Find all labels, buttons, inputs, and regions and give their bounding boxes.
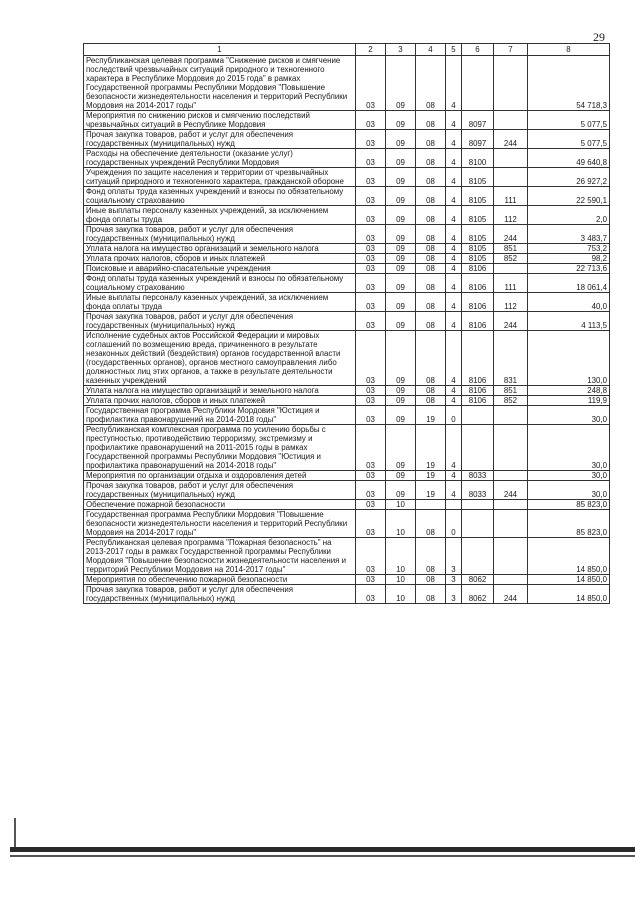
row-amount-cell: 14 850,0	[528, 585, 610, 604]
row-code-cell-c3: 09	[386, 312, 416, 331]
budget-table	[83, 43, 610, 604]
bottom-rule-thin	[10, 855, 635, 857]
row-code-cell-c5: 4	[446, 244, 462, 254]
table-row	[84, 331, 610, 386]
row-code-cell-c2: 03	[356, 168, 386, 187]
row-code-cell-c5: 4	[446, 130, 462, 149]
row-code-cell-c6	[462, 500, 494, 510]
row-amount-cell: 5 077,5	[528, 111, 610, 130]
row-name-cell: Обеспечение пожарной безопасности	[84, 500, 356, 510]
row-code-cell-c3: 10	[386, 585, 416, 604]
row-code-cell-c2: 03	[356, 500, 386, 510]
row-code-cell-c4: 08	[416, 187, 446, 206]
table-row	[84, 56, 610, 111]
row-amount-cell: 18 061,4	[528, 274, 610, 293]
row-code-cell-c2: 03	[356, 225, 386, 244]
row-amount-cell: 85 823,0	[528, 500, 610, 510]
row-code-cell-c6: 8106	[462, 312, 494, 331]
row-code-cell-c6: 8062	[462, 585, 494, 604]
row-code-cell-c4: 19	[416, 425, 446, 471]
row-code-cell-c6: 8097	[462, 130, 494, 149]
row-amount-cell: 2,0	[528, 206, 610, 225]
row-code-cell-c4: 19	[416, 406, 446, 425]
row-code-cell-c6: 8106	[462, 293, 494, 312]
row-code-cell-c6	[462, 510, 494, 538]
row-code-cell-c4	[416, 500, 446, 510]
row-code-cell-c7	[494, 425, 528, 471]
row-code-cell-c2: 03	[356, 396, 386, 406]
row-code-cell-c7: 852	[494, 254, 528, 264]
row-code-cell-c6: 8033	[462, 471, 494, 481]
row-code-cell-c7	[494, 111, 528, 130]
table-row	[84, 396, 610, 406]
row-code-cell-c2: 03	[356, 312, 386, 331]
table-row	[84, 500, 610, 510]
row-code-cell-c3: 09	[386, 111, 416, 130]
table-row	[84, 386, 610, 396]
row-code-cell-c4: 08	[416, 386, 446, 396]
column-header-3: 3	[386, 44, 416, 56]
row-code-cell-c3: 09	[386, 481, 416, 500]
row-code-cell-c2: 03	[356, 264, 386, 274]
table-row	[84, 575, 610, 585]
row-code-cell-c4: 08	[416, 274, 446, 293]
row-code-cell-c2: 03	[356, 187, 386, 206]
row-code-cell-c5: 4	[446, 254, 462, 264]
row-code-cell-c2: 03	[356, 471, 386, 481]
row-code-cell-c2: 03	[356, 425, 386, 471]
row-code-cell-c3: 09	[386, 396, 416, 406]
row-code-cell-c6: 8106	[462, 386, 494, 396]
row-code-cell-c5: 4	[446, 331, 462, 386]
row-code-cell-c7: 244	[494, 585, 528, 604]
table-body	[84, 56, 610, 604]
row-code-cell-c6: 8105	[462, 206, 494, 225]
table-row	[84, 471, 610, 481]
column-header-1: 1	[84, 44, 356, 56]
row-name-cell: Уплата прочих налогов, сборов и иных платежей	[84, 396, 356, 406]
row-code-cell-c4: 08	[416, 56, 446, 111]
row-code-cell-c4: 08	[416, 264, 446, 274]
row-code-cell-c5	[446, 500, 462, 510]
row-code-cell-c7: 111	[494, 274, 528, 293]
column-header-5: 5	[446, 44, 462, 56]
row-code-cell-c4: 08	[416, 168, 446, 187]
column-header-6: 6	[462, 44, 494, 56]
row-amount-cell: 30,0	[528, 406, 610, 425]
row-code-cell-c3: 09	[386, 225, 416, 244]
row-name-cell: Прочая закупка товаров, работ и услуг для обеспечения государственных (муниципальных) нужд	[84, 225, 356, 244]
table-row	[84, 425, 610, 471]
row-code-cell-c2: 03	[356, 274, 386, 293]
row-name-cell: Прочая закупка товаров, работ и услуг для обеспечения государственных (муниципальных) нужд	[84, 130, 356, 149]
table-row	[84, 312, 610, 331]
row-code-cell-c6: 8106	[462, 331, 494, 386]
row-code-cell-c3: 10	[386, 538, 416, 575]
row-code-cell-c5: 3	[446, 575, 462, 585]
row-code-cell-c4: 08	[416, 575, 446, 585]
row-code-cell-c5: 3	[446, 585, 462, 604]
row-code-cell-c3: 09	[386, 206, 416, 225]
row-amount-cell: 248,8	[528, 386, 610, 396]
row-code-cell-c6: 8105	[462, 168, 494, 187]
row-amount-cell: 22 713,6	[528, 264, 610, 274]
row-code-cell-c7	[494, 510, 528, 538]
row-code-cell-c7	[494, 406, 528, 425]
table-row	[84, 111, 610, 130]
row-amount-cell: 5 077,5	[528, 130, 610, 149]
row-code-cell-c4: 08	[416, 293, 446, 312]
row-code-cell-c6: 8106	[462, 264, 494, 274]
row-code-cell-c4: 08	[416, 396, 446, 406]
row-code-cell-c6: 8105	[462, 225, 494, 244]
row-code-cell-c3: 09	[386, 130, 416, 149]
row-code-cell-c2: 03	[356, 331, 386, 386]
row-code-cell-c4: 08	[416, 585, 446, 604]
row-code-cell-c3: 09	[386, 244, 416, 254]
table-row	[84, 225, 610, 244]
row-name-cell: Расходы на обеспечение деятельности (оказание услуг) государственных учреждений Республики Мордовия	[84, 149, 356, 168]
column-header-7: 7	[494, 44, 528, 56]
row-code-cell-c5: 4	[446, 168, 462, 187]
row-code-cell-c6: 8062	[462, 575, 494, 585]
column-header-8: 8	[528, 44, 610, 56]
row-code-cell-c2: 03	[356, 56, 386, 111]
bottom-rule	[10, 847, 635, 852]
row-code-cell-c7: 111	[494, 187, 528, 206]
table-row	[84, 538, 610, 575]
row-name-cell: Фонд оплаты труда казенных учреждений и взносы по обязательному социальному страхованию	[84, 187, 356, 206]
row-code-cell-c2: 03	[356, 244, 386, 254]
row-amount-cell: 30,0	[528, 481, 610, 500]
row-code-cell-c2: 03	[356, 254, 386, 264]
table-row	[84, 406, 610, 425]
row-code-cell-c5: 0	[446, 510, 462, 538]
table-row	[84, 244, 610, 254]
column-header-2: 2	[356, 44, 386, 56]
row-amount-cell: 40,0	[528, 293, 610, 312]
row-amount-cell: 54 718,3	[528, 56, 610, 111]
row-code-cell-c7	[494, 168, 528, 187]
row-code-cell-c5: 3	[446, 538, 462, 575]
row-code-cell-c3: 10	[386, 510, 416, 538]
row-amount-cell: 30,0	[528, 425, 610, 471]
row-code-cell-c6: 8106	[462, 274, 494, 293]
row-code-cell-c3: 09	[386, 406, 416, 425]
table-row	[84, 293, 610, 312]
row-name-cell: Уплата прочих налогов, сборов и иных платежей	[84, 254, 356, 264]
row-code-cell-c5: 4	[446, 386, 462, 396]
row-code-cell-c5: 4	[446, 264, 462, 274]
row-code-cell-c5: 4	[446, 149, 462, 168]
page-number: 29	[593, 30, 605, 44]
row-code-cell-c3: 09	[386, 264, 416, 274]
row-amount-cell: 753,2	[528, 244, 610, 254]
row-code-cell-c7: 852	[494, 396, 528, 406]
row-code-cell-c3: 09	[386, 293, 416, 312]
row-code-cell-c4: 08	[416, 111, 446, 130]
table-row	[84, 168, 610, 187]
row-code-cell-c7: 851	[494, 386, 528, 396]
row-name-cell: Уплата налога на имущество организаций и земельного налога	[84, 244, 356, 254]
row-amount-cell: 98,2	[528, 254, 610, 264]
row-code-cell-c6: 8100	[462, 149, 494, 168]
row-code-cell-c6	[462, 538, 494, 575]
row-code-cell-c2: 03	[356, 386, 386, 396]
row-amount-cell: 85 823,0	[528, 510, 610, 538]
margin-mark	[14, 818, 16, 850]
row-code-cell-c2: 03	[356, 130, 386, 149]
row-name-cell: Прочая закупка товаров, работ и услуг для обеспечения государственных (муниципальных) нужд	[84, 585, 356, 604]
row-amount-cell: 119,9	[528, 396, 610, 406]
row-amount-cell: 4 113,5	[528, 312, 610, 331]
row-code-cell-c2: 03	[356, 585, 386, 604]
row-code-cell-c4: 08	[416, 130, 446, 149]
row-code-cell-c7: 112	[494, 293, 528, 312]
row-code-cell-c6: 8105	[462, 187, 494, 206]
row-name-cell: Прочая закупка товаров, работ и услуг для обеспечения государственных (муниципальных) нужд	[84, 312, 356, 331]
row-code-cell-c6	[462, 425, 494, 471]
row-code-cell-c2: 03	[356, 538, 386, 575]
row-code-cell-c7: 244	[494, 225, 528, 244]
row-code-cell-c6: 8105	[462, 254, 494, 264]
row-code-cell-c6	[462, 56, 494, 111]
row-amount-cell: 26 927,2	[528, 168, 610, 187]
row-code-cell-c7	[494, 575, 528, 585]
row-code-cell-c2: 03	[356, 510, 386, 538]
table-row	[84, 130, 610, 149]
column-header-4: 4	[416, 44, 446, 56]
row-code-cell-c3: 09	[386, 471, 416, 481]
row-code-cell-c3: 09	[386, 425, 416, 471]
row-name-cell: Мероприятия по снижению рисков и смягчению последствий чрезвычайных ситуаций в Республике Мордовия	[84, 111, 356, 130]
row-code-cell-c5: 4	[446, 225, 462, 244]
row-code-cell-c3: 10	[386, 575, 416, 585]
table-row	[84, 187, 610, 206]
row-code-cell-c5: 4	[446, 471, 462, 481]
row-code-cell-c4: 08	[416, 510, 446, 538]
row-code-cell-c5: 4	[446, 481, 462, 500]
row-code-cell-c3: 09	[386, 168, 416, 187]
table-row	[84, 481, 610, 500]
row-code-cell-c3: 09	[386, 254, 416, 264]
row-code-cell-c2: 03	[356, 206, 386, 225]
row-name-cell: Фонд оплаты труда казенных учреждений и взносы по обязательному социальному страхованию	[84, 274, 356, 293]
row-code-cell-c5: 4	[446, 206, 462, 225]
row-code-cell-c5: 0	[446, 406, 462, 425]
row-code-cell-c4: 19	[416, 481, 446, 500]
row-name-cell: Исполнение судебных актов Российской Федерации и мировых соглашений по возмещению вреда, причиненного в результате незаконных действий (бездействия) органов государственной власти (государственных органов), органов местного самоуправления либо должностных лиц этих органов, а также в результате деятельности казенных учреждений	[84, 331, 356, 386]
row-code-cell-c4: 08	[416, 254, 446, 264]
row-code-cell-c7: 851	[494, 244, 528, 254]
row-code-cell-c7	[494, 149, 528, 168]
row-code-cell-c3: 10	[386, 500, 416, 510]
table-row	[84, 585, 610, 604]
row-code-cell-c4: 08	[416, 149, 446, 168]
row-name-cell: Иные выплаты персоналу казенных учреждений, за исключением фонда оплаты труда	[84, 206, 356, 225]
row-name-cell: Республиканская целевая программа "Пожарная безопасность" на 2013-2017 годы в рамках Государственной программы Республики Мордовия "Повышение безопасности жизнедеятельности населения и территорий Республики Мордовия на 2014-2017 годы"	[84, 538, 356, 575]
table-row	[84, 274, 610, 293]
row-code-cell-c6: 8033	[462, 481, 494, 500]
row-code-cell-c6: 8105	[462, 244, 494, 254]
row-code-cell-c4: 08	[416, 225, 446, 244]
table-row	[84, 206, 610, 225]
row-name-cell: Республиканская целевая программа "Снижение рисков и смягчение последствий чрезвычайных ситуаций природного и техногенного характера в Республике Мордовия до 2015 года" в рамках Государственной программы Республики Мордовия "Повышение безопасности жизнедеятельности населения и территорий Республики Мордовия на 2014-2017 годы"	[84, 56, 356, 111]
row-code-cell-c4: 08	[416, 244, 446, 254]
table-row	[84, 149, 610, 168]
row-code-cell-c6	[462, 406, 494, 425]
row-name-cell: Прочая закупка товаров, работ и услуг для обеспечения государственных (муниципальных) нужд	[84, 481, 356, 500]
row-code-cell-c4: 08	[416, 312, 446, 331]
row-amount-cell: 30,0	[528, 471, 610, 481]
row-code-cell-c5: 4	[446, 293, 462, 312]
row-code-cell-c7	[494, 538, 528, 575]
row-name-cell: Государственная программа Республики Мордовия "Юстиция и профилактика правонарушений на 2014-2018 годы"	[84, 406, 356, 425]
table-row	[84, 264, 610, 274]
row-name-cell: Мероприятия по организации отдыха и оздоровления детей	[84, 471, 356, 481]
row-code-cell-c7	[494, 471, 528, 481]
row-code-cell-c7: 112	[494, 206, 528, 225]
row-code-cell-c3: 09	[386, 149, 416, 168]
row-code-cell-c3: 09	[386, 331, 416, 386]
row-name-cell: Уплата налога на имущество организаций и земельного налога	[84, 386, 356, 396]
row-amount-cell: 14 850,0	[528, 538, 610, 575]
row-code-cell-c5: 4	[446, 396, 462, 406]
row-code-cell-c6: 8106	[462, 396, 494, 406]
row-code-cell-c7	[494, 500, 528, 510]
row-amount-cell: 130,0	[528, 331, 610, 386]
row-code-cell-c4: 08	[416, 206, 446, 225]
row-code-cell-c3: 09	[386, 274, 416, 293]
row-code-cell-c7: 831	[494, 331, 528, 386]
row-amount-cell: 3 483,7	[528, 225, 610, 244]
table-row	[84, 510, 610, 538]
row-code-cell-c2: 03	[356, 293, 386, 312]
header-row	[84, 44, 610, 56]
row-amount-cell: 14 850,0	[528, 575, 610, 585]
row-code-cell-c5: 4	[446, 425, 462, 471]
row-name-cell: Иные выплаты персоналу казенных учреждений, за исключением фонда оплаты труда	[84, 293, 356, 312]
row-code-cell-c2: 03	[356, 406, 386, 425]
row-name-cell: Мероприятия по обеспечению пожарной безопасности	[84, 575, 356, 585]
table-row	[84, 254, 610, 264]
row-code-cell-c2: 03	[356, 481, 386, 500]
row-code-cell-c4: 19	[416, 471, 446, 481]
row-code-cell-c3: 09	[386, 56, 416, 111]
row-code-cell-c7: 244	[494, 481, 528, 500]
row-name-cell: Республиканская комплексная программа по усилению борьбы с преступностью, противодействию терроризму, экстремизму и профилактике правонарушений на 2011-2015 годы в рамках Государственной программы Республики Мордовия "Юстиция и профилактика правонарушений на 2014-2018 годы"	[84, 425, 356, 471]
row-code-cell-c5: 4	[446, 56, 462, 111]
row-code-cell-c7	[494, 56, 528, 111]
row-code-cell-c4: 08	[416, 538, 446, 575]
row-code-cell-c5: 4	[446, 274, 462, 293]
row-name-cell: Поисковые и аварийно-спасательные учреждения	[84, 264, 356, 274]
row-code-cell-c7: 244	[494, 312, 528, 331]
row-code-cell-c5: 4	[446, 187, 462, 206]
row-code-cell-c3: 09	[386, 187, 416, 206]
row-code-cell-c3: 09	[386, 386, 416, 396]
row-code-cell-c6: 8097	[462, 111, 494, 130]
row-code-cell-c5: 4	[446, 312, 462, 331]
row-code-cell-c2: 03	[356, 111, 386, 130]
row-code-cell-c5: 4	[446, 111, 462, 130]
row-amount-cell: 49 640,8	[528, 149, 610, 168]
row-code-cell-c4: 08	[416, 331, 446, 386]
row-code-cell-c2: 03	[356, 575, 386, 585]
row-name-cell: Учреждения по защите населения и территории от чрезвычайных ситуаций природного и техногенного характера, гражданской обороне	[84, 168, 356, 187]
row-code-cell-c7	[494, 264, 528, 274]
row-code-cell-c7: 244	[494, 130, 528, 149]
row-amount-cell: 22 590,1	[528, 187, 610, 206]
row-name-cell: Государственная программа Республики Мордовия "Повышение безопасности жизнедеятельности населения и территорий Республики Мордовия на 2014-2017 годы"	[84, 510, 356, 538]
row-code-cell-c2: 03	[356, 149, 386, 168]
